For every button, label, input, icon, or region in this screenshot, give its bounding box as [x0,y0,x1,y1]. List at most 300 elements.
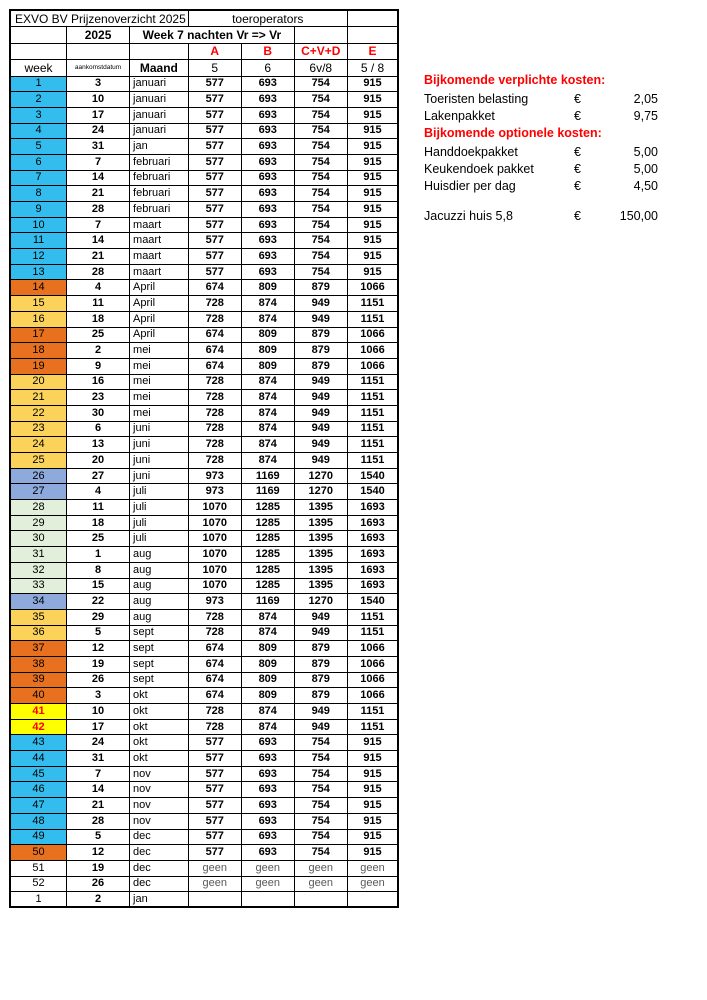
month-cell: jan [130,139,189,155]
price-cell-b: 693 [241,154,294,170]
column-header-row [10,60,398,77]
price-cell-cvd: 949 [294,374,347,390]
arrival-day-cell: 26 [67,672,130,688]
month-cell: dec [130,860,189,876]
week-number-cell: 44 [10,751,67,767]
price-cell-e: 1066 [347,343,398,359]
price-cell-b: geen [241,860,294,876]
table-row [10,735,398,751]
price-cell-b: 1169 [241,594,294,610]
cost-row [424,178,674,195]
price-cell-e: 915 [347,264,398,280]
currency-symbol: € [574,209,581,223]
price-cell-b: 1285 [241,578,294,594]
price-cell-a: 728 [188,719,241,735]
month-cell: juli [130,531,189,547]
price-cell-b: 1285 [241,500,294,516]
capacity-e-header: 5 / 8 [347,60,398,77]
price-cell-b: 693 [241,845,294,861]
price-cell-e: 915 [347,845,398,861]
price-table [9,9,399,908]
price-cell-b: 693 [241,751,294,767]
price-cell-e: 915 [347,751,398,767]
arrival-day-cell: 7 [67,154,130,170]
table-row [10,139,398,155]
arrival-day-cell: 13 [67,437,130,453]
price-cell-cvd: 949 [294,704,347,720]
month-cell: aug [130,562,189,578]
price-cell-a: 577 [188,202,241,218]
price-cell-b: 693 [241,264,294,280]
month-cell: okt [130,688,189,704]
table-row [10,594,398,610]
price-cell-e: 1693 [347,562,398,578]
price-cell-e: 1151 [347,311,398,327]
arrival-day-cell: 29 [67,609,130,625]
price-cell-b: 874 [241,374,294,390]
cost-label: Huisdier per dag [424,179,516,193]
price-cell-cvd: 754 [294,154,347,170]
price-cell-e: 1151 [347,453,398,469]
price-cell-e: 1151 [347,421,398,437]
week-number-cell: 47 [10,798,67,814]
week-number-cell: 30 [10,531,67,547]
table-row [10,390,398,406]
cost-row [424,91,674,108]
extra-costs-list [424,208,674,225]
price-cell-e: 1151 [347,704,398,720]
price-cell-a: 728 [188,437,241,453]
week-number-cell: 52 [10,876,67,892]
week-number-cell: 13 [10,264,67,280]
week-number-cell: 22 [10,405,67,421]
cost-amount: 9,75 [633,109,658,123]
table-row [10,311,398,327]
month-cell: maart [130,233,189,249]
cost-amount: 4,50 [633,179,658,193]
month-cell: aug [130,594,189,610]
price-cell-e: 1066 [347,656,398,672]
week-number-cell: 11 [10,233,67,249]
table-row [10,123,398,139]
week-number-cell: 38 [10,656,67,672]
price-cell-b: 1285 [241,547,294,563]
empty-cell [67,43,130,60]
price-cell-b: 874 [241,421,294,437]
price-cell-e: 915 [347,76,398,92]
empty-cell [10,43,67,60]
price-cell-e: 1151 [347,437,398,453]
week-number-cell: 26 [10,468,67,484]
price-cell-a: 728 [188,405,241,421]
arrival-date-header: aankomstdatum [67,60,130,77]
week-number-cell: 5 [10,139,67,155]
arrival-day-cell: 24 [67,735,130,751]
price-cell-a: 1070 [188,562,241,578]
cost-amount: 150,00 [619,209,658,223]
month-cell: April [130,311,189,327]
table-row [10,860,398,876]
price-cell-a: 728 [188,421,241,437]
table-row [10,500,398,516]
price-cell-a: 577 [188,829,241,845]
price-cell-b: 693 [241,139,294,155]
arrival-day-cell: 1 [67,547,130,563]
price-cell-e: 915 [347,249,398,265]
month-cell: juni [130,437,189,453]
price-cell-e: 915 [347,798,398,814]
currency-symbol: € [574,145,581,159]
title-row [10,10,398,27]
month-cell: okt [130,704,189,720]
price-cell-cvd: 949 [294,453,347,469]
month-cell: sept [130,656,189,672]
arrival-day-cell: 14 [67,782,130,798]
price-cell-a: 577 [188,76,241,92]
week-number-cell: 29 [10,515,67,531]
week-number-cell: 48 [10,813,67,829]
price-cell-b: 693 [241,123,294,139]
table-row [10,609,398,625]
arrival-day-cell: 7 [67,766,130,782]
arrival-day-cell: 5 [67,829,130,845]
month-cell: mei [130,405,189,421]
week-number-cell: 17 [10,327,67,343]
price-cell-e: 1693 [347,547,398,563]
price-cell-b: 1285 [241,515,294,531]
table-row [10,751,398,767]
price-cell-cvd: 1270 [294,484,347,500]
month-cell: juni [130,468,189,484]
arrival-day-cell: 5 [67,625,130,641]
price-cell-e: 1151 [347,625,398,641]
price-cell-b: 874 [241,390,294,406]
month-cell: April [130,296,189,312]
price-cell-cvd: 754 [294,170,347,186]
table-row [10,766,398,782]
price-cell-b: 874 [241,625,294,641]
col-cvd-header: C+V+D [294,43,347,60]
arrival-day-cell: 10 [67,704,130,720]
price-cell-b: 809 [241,343,294,359]
week-number-cell: 12 [10,249,67,265]
table-row [10,405,398,421]
arrival-day-cell: 27 [67,468,130,484]
arrival-day-cell: 31 [67,751,130,767]
month-cell: nov [130,782,189,798]
price-cell-b: 809 [241,327,294,343]
week-number-cell: 7 [10,170,67,186]
month-cell: dec [130,845,189,861]
week-number-cell: 39 [10,672,67,688]
price-cell-cvd: 949 [294,390,347,406]
week-number-cell: 50 [10,845,67,861]
price-cell-b: 874 [241,311,294,327]
capacity-a-header: 5 [188,60,241,77]
month-cell: februari [130,154,189,170]
table-row [10,656,398,672]
price-cell-cvd: 949 [294,625,347,641]
price-cell-e: 915 [347,766,398,782]
month-cell: mei [130,358,189,374]
price-cell-cvd: 879 [294,358,347,374]
arrival-day-cell: 17 [67,107,130,123]
price-cell-cvd: 754 [294,751,347,767]
extra-costs-panel [424,72,674,225]
table-row [10,829,398,845]
table-row [10,531,398,547]
month-cell: nov [130,813,189,829]
price-cell-cvd: 879 [294,688,347,704]
price-table-body [10,76,398,907]
arrival-day-cell: 18 [67,311,130,327]
price-cell-cvd: 754 [294,233,347,249]
price-cell-a: 577 [188,92,241,108]
price-cell-e: 1066 [347,641,398,657]
table-row [10,484,398,500]
price-cell-e: 915 [347,202,398,218]
price-cell-cvd: 754 [294,186,347,202]
arrival-day-cell: 28 [67,202,130,218]
price-cell-a: 577 [188,217,241,233]
week-number-cell: 37 [10,641,67,657]
cost-amount: 5,00 [633,145,658,159]
optional-costs-list [424,144,674,195]
table-row [10,92,398,108]
month-cell: juni [130,453,189,469]
price-cell-e: 1693 [347,515,398,531]
table-row [10,374,398,390]
arrival-day-cell: 12 [67,845,130,861]
table-row [10,672,398,688]
price-cell-a: 728 [188,453,241,469]
price-cell-e: 915 [347,186,398,202]
week-number-cell: 45 [10,766,67,782]
price-cell-cvd: 949 [294,421,347,437]
table-row [10,421,398,437]
arrival-day-cell: 2 [67,343,130,359]
optional-costs-title: Bijkomende optionele kosten: [424,126,602,140]
month-cell: februari [130,186,189,202]
table-row [10,688,398,704]
month-cell: nov [130,766,189,782]
price-cell-e: 1151 [347,374,398,390]
price-cell-a: 577 [188,170,241,186]
week-header: week [10,60,67,77]
week-number-cell: 19 [10,358,67,374]
arrival-day-cell: 18 [67,515,130,531]
arrival-day-cell: 20 [67,453,130,469]
price-cell-a: 577 [188,264,241,280]
mandatory-costs-list [424,91,674,125]
price-cell-e: 915 [347,829,398,845]
price-cell-b: 693 [241,76,294,92]
arrival-day-cell: 4 [67,484,130,500]
cost-row [424,208,674,225]
arrival-day-cell: 11 [67,500,130,516]
week-number-cell: 6 [10,154,67,170]
price-cell-a: 973 [188,468,241,484]
table-row [10,327,398,343]
price-cell-cvd: 879 [294,327,347,343]
price-cell-cvd: 1395 [294,500,347,516]
price-cell-e: 1151 [347,405,398,421]
month-cell: aug [130,578,189,594]
table-row [10,704,398,720]
price-cell-e: 1693 [347,531,398,547]
price-cell-cvd [294,892,347,908]
price-cell-a: 577 [188,766,241,782]
price-cell-a: 1070 [188,547,241,563]
empty-cell [130,43,189,60]
category-row [10,43,398,60]
price-cell-cvd: 949 [294,311,347,327]
price-cell-a: 973 [188,594,241,610]
price-cell-b: 874 [241,609,294,625]
price-cell-cvd: 754 [294,123,347,139]
price-cell-e: 1066 [347,280,398,296]
arrival-day-cell: 16 [67,374,130,390]
week-number-cell: 28 [10,500,67,516]
month-cell: aug [130,547,189,563]
cost-row [424,161,674,178]
arrival-day-cell: 21 [67,186,130,202]
price-cell-cvd: 879 [294,641,347,657]
week-number-cell: 49 [10,829,67,845]
currency-symbol: € [574,109,581,123]
month-cell: sept [130,672,189,688]
year-cell: 2025 [67,27,130,44]
price-cell-e: 915 [347,170,398,186]
price-cell-cvd: 1395 [294,562,347,578]
col-b-header: B [241,43,294,60]
table-row [10,578,398,594]
arrival-day-cell: 28 [67,813,130,829]
price-cell-cvd: 1395 [294,531,347,547]
price-cell-cvd: 949 [294,437,347,453]
table-row [10,641,398,657]
week-number-cell: 1 [10,892,67,908]
month-cell: juli [130,500,189,516]
price-cell-e: geen [347,876,398,892]
price-cell-a [188,892,241,908]
month-cell: April [130,280,189,296]
price-cell-e: 915 [347,123,398,139]
price-cell-e: geen [347,860,398,876]
month-cell: januari [130,92,189,108]
table-row [10,280,398,296]
table-row [10,202,398,218]
price-cell-cvd: 754 [294,107,347,123]
price-cell-e: 915 [347,92,398,108]
arrival-day-cell: 21 [67,249,130,265]
table-row [10,296,398,312]
arrival-day-cell: 6 [67,421,130,437]
arrival-day-cell: 30 [67,405,130,421]
week-number-cell: 33 [10,578,67,594]
price-cell-cvd: 879 [294,280,347,296]
price-cell-a: 728 [188,374,241,390]
price-cell-cvd: 949 [294,719,347,735]
price-cell-e: 1066 [347,688,398,704]
price-cell-b: 1169 [241,484,294,500]
table-row [10,845,398,861]
price-cell-e [347,892,398,908]
empty-cell [294,27,347,44]
empty-cell [347,27,398,44]
table-row [10,876,398,892]
price-cell-cvd: 1270 [294,468,347,484]
week-number-cell: 3 [10,107,67,123]
table-row [10,562,398,578]
price-cell-a: 674 [188,641,241,657]
price-cell-cvd: 754 [294,249,347,265]
table-row [10,468,398,484]
price-cell-cvd: 754 [294,264,347,280]
table-row [10,264,398,280]
empty-cell [10,27,67,44]
currency-symbol: € [574,179,581,193]
price-cell-e: 1151 [347,296,398,312]
price-cell-e: 1540 [347,594,398,610]
arrival-day-cell: 19 [67,860,130,876]
table-row [10,76,398,92]
month-cell: maart [130,264,189,280]
arrival-day-cell: 31 [67,139,130,155]
week-number-cell: 2 [10,92,67,108]
price-cell-a: 577 [188,186,241,202]
price-cell-cvd: 1395 [294,578,347,594]
month-cell: juli [130,515,189,531]
mandatory-costs-title: Bijkomende verplichte kosten: [424,73,606,87]
price-cell-e: 1066 [347,327,398,343]
price-cell-e: 1151 [347,390,398,406]
price-cell-e: 1066 [347,672,398,688]
price-cell-e: 915 [347,233,398,249]
week-number-cell: 14 [10,280,67,296]
month-cell: okt [130,751,189,767]
price-cell-a: 674 [188,343,241,359]
price-cell-b [241,892,294,908]
week-number-cell: 15 [10,296,67,312]
arrival-day-cell: 3 [67,76,130,92]
arrival-day-cell: 14 [67,170,130,186]
month-cell: nov [130,798,189,814]
month-cell: jan [130,892,189,908]
price-cell-b: 693 [241,813,294,829]
price-cell-cvd: 754 [294,782,347,798]
week-number-cell: 34 [10,594,67,610]
price-cell-e: 915 [347,107,398,123]
price-cell-b: 1169 [241,468,294,484]
price-cell-a: 728 [188,390,241,406]
week-number-cell: 31 [10,547,67,563]
arrival-day-cell: 2 [67,892,130,908]
month-cell: sept [130,625,189,641]
cost-label: Jacuzzi huis 5,8 [424,209,513,223]
price-cell-a: 1070 [188,531,241,547]
price-cell-b: geen [241,876,294,892]
price-cell-a: 577 [188,249,241,265]
price-cell-cvd: 754 [294,217,347,233]
table-row [10,892,398,908]
arrival-day-cell: 12 [67,641,130,657]
week-number-cell: 40 [10,688,67,704]
table-row [10,798,398,814]
arrival-day-cell: 4 [67,280,130,296]
price-cell-b: 693 [241,170,294,186]
price-cell-b: 874 [241,296,294,312]
